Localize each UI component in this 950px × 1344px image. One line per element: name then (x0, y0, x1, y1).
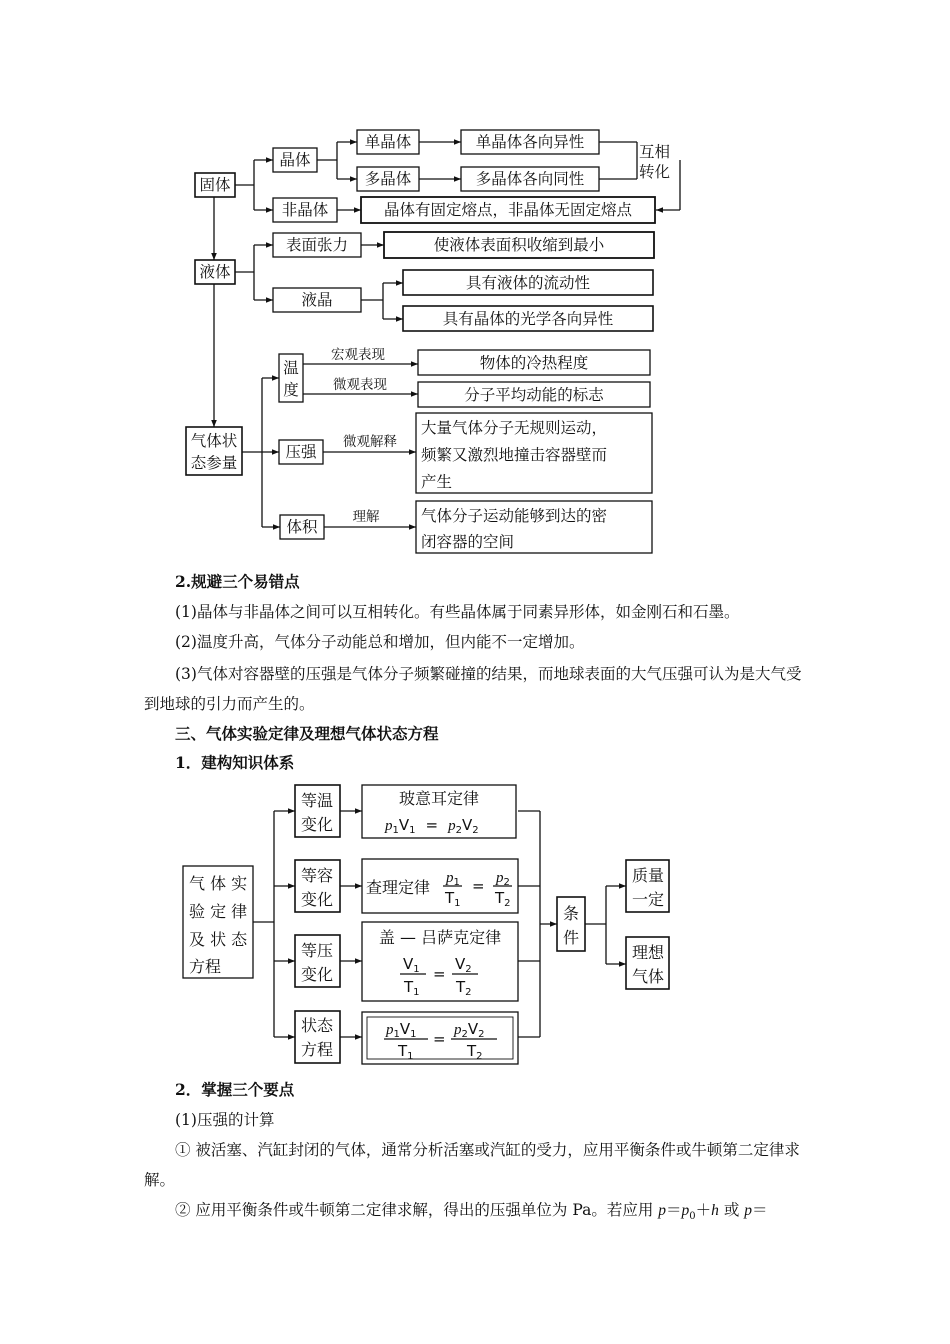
single-crystal-property: 单晶体各向异性 (475, 133, 585, 151)
charles-law-title: 查理定律 (366, 878, 431, 897)
understand-label: 理解 (352, 509, 380, 525)
node-single-crystal: 单晶体 (364, 133, 412, 151)
heading-three-points: 2．掌握三个要点 (175, 1080, 295, 1099)
pressure-calc-point-1: ① 被活塞、汽缸封闭的气体，通常分析活塞或汽缸的受力，应用平衡条件或牛顿第二定律求解。 (144, 1141, 800, 1189)
state-equals: = (433, 1030, 446, 1048)
ideal-gas-line2: 气体 (631, 967, 665, 986)
charles-num-left: $p_1$ (446, 870, 460, 888)
temp-macro-desc: 物体的冷热程度 (479, 354, 589, 372)
gay-equals: = (433, 965, 446, 983)
charles-den-left: $T_1$ (445, 889, 461, 909)
node-gas-params-line1: 气体状 (190, 432, 238, 450)
node-pressure: 压强 (285, 443, 317, 461)
node-polycrystal: 多晶体 (364, 170, 412, 188)
node-gas-params-line2: 态参量 (190, 454, 238, 472)
mutual-transform-line1: 互相 (639, 143, 671, 161)
micro-label: 微观表现 (333, 377, 387, 393)
state-num-left: $p_1V_1$ (386, 1020, 417, 1040)
temp-micro-desc: 分子平均动能的标志 (464, 386, 604, 404)
root-line1: 气 体 实 (189, 874, 248, 893)
mutual-transform-line2: 转化 (639, 163, 671, 181)
mistake-3: (3)气体对容器壁的压强是气体分子频繁碰撞的结果，而地球表面的大气压强可认为是大气受到地球的引力而产生的。 (144, 665, 802, 713)
boyle-law-title: 玻意耳定律 (398, 789, 480, 808)
pressure-desc-line1: 大量气体分子无规则运动， (421, 419, 608, 437)
node-temp-line2: 度 (283, 381, 299, 399)
mistake-2: (2)温度升高，气体分子动能总和增加，但内能不一定增加。 (175, 633, 585, 651)
node-liquid: 液体 (199, 263, 231, 281)
ideal-gas-line1: 理想 (631, 943, 665, 962)
state-den-right: $T_2$ (467, 1042, 483, 1062)
gay-den-left: $T_1$ (404, 978, 420, 998)
condition-line2: 件 (562, 928, 580, 947)
node-noncrystal: 非晶体 (281, 201, 329, 219)
boyle-formula: $p_1V_1 = p_2V_2$ (385, 816, 479, 836)
gay-lussac-law-title: 盖 — 吕萨克定律 (378, 928, 502, 947)
isobaric-line1: 等压 (300, 941, 334, 960)
state-eq-line1: 状态 (300, 1016, 334, 1035)
gay-den-right: $T_2$ (456, 978, 472, 998)
macro-label: 宏观表现 (331, 347, 385, 363)
section-heading: 三、气体实验定律及理想气体状态方程 (175, 724, 439, 743)
melting-point-note: 晶体有固定熔点，非晶体无固定熔点 (383, 201, 633, 219)
state-den-left: $T_1$ (398, 1042, 414, 1062)
micro-explain-label: 微观解释 (343, 434, 397, 450)
gay-num-right: $V_2$ (455, 955, 472, 975)
isothermal-line1: 等温 (300, 791, 334, 810)
node-surface-tension: 表面张力 (285, 236, 349, 254)
isochoric-line1: 等容 (300, 866, 334, 885)
isochoric-line2: 变化 (300, 890, 334, 909)
node-liquid-crystal: 液晶 (301, 291, 333, 309)
node-crystal: 晶体 (279, 151, 311, 169)
sub-heading-knowledge-system: 1．建构知识体系 (175, 753, 295, 772)
mistake-1: (1)晶体与非晶体之间可以互相转化。有些晶体属于同素异形体，如金刚石和石墨。 (175, 603, 740, 621)
charles-num-right: $p_2$ (496, 870, 510, 888)
root-line4: 方程 (189, 957, 222, 976)
surface-tension-desc: 使液体表面积收缩到最小 (433, 236, 605, 254)
state-num-right: $p_2V_2$ (454, 1020, 485, 1040)
state-eq-line2: 方程 (300, 1040, 334, 1059)
node-temp-line1: 温 (283, 359, 299, 377)
node-solid: 固体 (199, 176, 231, 194)
liquid-crystal-prop-1: 具有液体的流动性 (465, 274, 591, 292)
pressure-calc-point-2: ② 应用平衡条件或牛顿第二定律求解，得出的压强单位为 Pa。若应用 $p=p_0+h$ 或 p＝ (175, 1201, 768, 1223)
heading-avoid-mistakes: 2.规避三个易错点 (175, 572, 300, 591)
polycrystal-property: 多晶体各向同性 (475, 170, 585, 188)
volume-desc-line2: 闭容器的空间 (421, 533, 515, 551)
charles-den-right: $T_2$ (495, 889, 511, 909)
root-line3: 及 状 态 (189, 930, 248, 949)
isobaric-line2: 变化 (300, 965, 334, 984)
condition-line1: 条 (562, 904, 580, 923)
volume-desc-line1: 气体分子运动能够到达的密 (421, 507, 608, 525)
root-line2: 验 定 律 (189, 902, 248, 921)
charles-equals: = (472, 877, 485, 895)
node-volume: 体积 (286, 518, 318, 536)
isothermal-line2: 变化 (300, 815, 334, 834)
pressure-calc-heading: (1)压强的计算 (175, 1111, 275, 1129)
mass-constant-line2: 一定 (631, 890, 665, 909)
pressure-desc-line3: 产生 (421, 473, 453, 491)
solid-liquid-gas-diagram (0, 0, 950, 570)
pressure-desc-line2: 频繁又激烈地撞击容器壁而 (421, 446, 608, 464)
liquid-crystal-prop-2: 具有晶体的光学各向异性 (442, 310, 614, 328)
mass-constant-line1: 质量 (631, 866, 665, 885)
gay-num-left: $V_1$ (403, 955, 420, 975)
